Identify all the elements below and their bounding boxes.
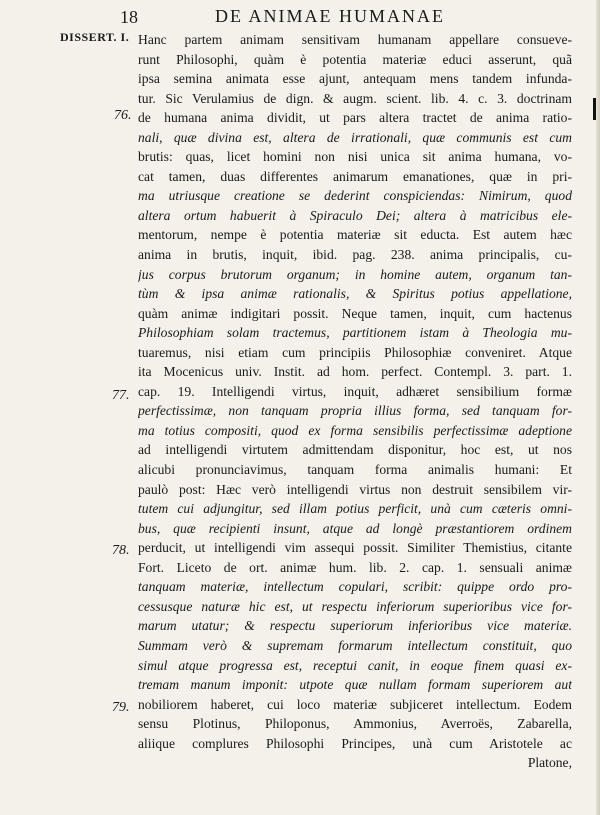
text-line: perfectissimæ, non tanquam propria illius forma, sed tanquam for- (138, 403, 572, 419)
text-line: Philosophiam solam tractemus, partitionem istam à Theologia mu- (138, 325, 572, 341)
running-title: DE ANIMAE HUMANAE (215, 6, 445, 26)
text-line: tur. Sic Verulamius de dign. & augm. scient. lib. 4. c. 3. doctrinam (138, 90, 572, 106)
text-line: tutem cui adjungitur, sed illam potius perficit, unà cum cæteris omni- (138, 501, 572, 517)
text-line: Fort. Liceto de ort. animæ hum. lib. 2. cap. 1. sensuali animæ (138, 559, 572, 575)
text-line: quàm animæ indigitari possit. Neque tamen, inquit, cum hactenus (138, 305, 572, 321)
dissertation-label: DISSERT. I. (60, 30, 130, 44)
margin-number-79: 79. (112, 700, 130, 715)
text-line: cat tamen, duas differentes animarum emanationes, quæ in pri- (138, 168, 572, 184)
text-line: aliique complures Philosophi Principes, unà cum Aristotele ac (138, 735, 572, 751)
margin-number-76: 76. (114, 108, 132, 123)
text-line: jus corpus brutorum organum; in homine autem, organum tan- (138, 266, 572, 282)
page-edge (596, 0, 600, 815)
text-line: tanquam materiæ, intellectum copulari, scribit: quippe ordo pro- (138, 579, 572, 595)
page-number: 18 (120, 7, 138, 27)
text-line: Summam verò & supremam formarum intellectum constituit, quo (138, 637, 572, 653)
text-line: alicubi pronunciavimus, tanquam forma animalis humani: Et (138, 462, 572, 478)
text-line: nali, quæ divina est, altera de irrationali, quæ communis est cum (138, 129, 572, 145)
text-line: sensu Plotinus, Philoponus, Ammonius, Averroës, Zabarella, (138, 716, 572, 732)
text-line: perducit, ut intelligendi vim assequi possit. Similiter Themistius, citante (138, 540, 572, 556)
margin-number-78: 78. (112, 543, 130, 558)
page-header (0, 2, 600, 28)
text-line: brutis: quas, licet homini non nisi unica sit anima humana, vo- (138, 149, 572, 165)
text-line: de humana anima dividit, ut pars altera tractet de anima ratio- (138, 110, 572, 126)
text-line: tremam manum imponit: utpote quæ nullam formam superiorem aut (138, 677, 572, 693)
text-line: mentorum, nempe è potentia materiæ sit educta. Est autem hæc (138, 227, 572, 243)
text-line: cap. 19. Intelligendi virtus, inquit, adhæret sensibilium formæ (138, 383, 572, 399)
body-text (138, 30, 572, 773)
text-line: altera ortum habuerit à Spiraculo Dei; altera à matricibus ele- (138, 207, 572, 223)
text-line: ipsa semina animata esse ajunt, antequam mens tandem infunda- (138, 71, 572, 87)
text-line: runt Philosophi, quàm è potentia materiæ educi asserunt, quã (138, 51, 572, 67)
text-line: paulò post: Hæc verò intelligendi virtus non destruit sensibilem vir- (138, 481, 572, 497)
text-line: ma totius compositi, quod ex forma sensibilis perfectissimæ adeptione (138, 422, 572, 438)
text-line: bus, quæ recipienti insunt, atque ad longè præstantiorem ordinem (138, 520, 572, 536)
text-line: tuaremus, nisi etiam cum principiis Philosophiæ conveniret. Atque (138, 344, 572, 360)
text-line: Hanc partem animam sensitivam humanam appellare consueve- (138, 32, 572, 47)
margin-number-77: 77. (112, 388, 130, 403)
text-line: cessusque naturæ hic est, ut respectu inferiorum superioribus vice for- (138, 598, 572, 614)
text-line: tùm & ipsa animæ rationalis, & Spiritus potius appellatione, (138, 286, 572, 302)
text-line: anima in brutis, inquit, ibid. pag. 238. anima principalis, cu- (138, 247, 572, 263)
text-line: ad intelligendi virtutem admittendam disponitur, hoc est, ut nos (138, 442, 572, 458)
text-line: simul atque progressa est, receptui canit, in eoque finem quasi ex- (138, 657, 572, 673)
text-line: marum utatur; & respectu superiorum inferioribus vice materiæ. (138, 618, 572, 634)
text-line: ita Mocenicus univ. Instit. ad hom. perfect. Contempl. 3. part. 1. (138, 364, 572, 380)
edge-mark (593, 98, 596, 120)
text-line: Platone, (527, 755, 572, 771)
text-line: ma utriusque creatione se dederint conspiciendas: Nimirum, quod (138, 188, 572, 204)
text-line: nobiliorem haberet, cui loco materiæ subjiceret intellectum. Eodem (138, 696, 572, 712)
